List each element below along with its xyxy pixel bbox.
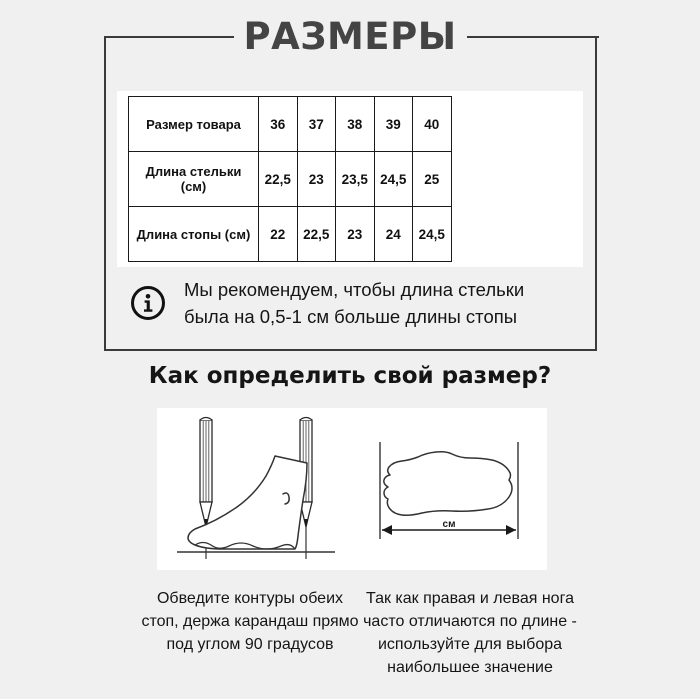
cell-foot-37: 22,5 — [297, 207, 336, 262]
cell-foot-36: 22 — [259, 207, 298, 262]
page-title: РАЗМЕРЫ — [243, 15, 457, 58]
recommendation-block — [130, 276, 580, 330]
caption-left: Обведите контуры обеих стоп, держа карандаш прямо под углом 90 градусов — [141, 590, 359, 653]
cell-foot-39: 24 — [374, 207, 413, 262]
foot-outline-measure-diagram — [352, 408, 547, 570]
cell-insole-38: 23,5 — [336, 152, 375, 207]
recommendation-line-1: Мы рекомендуем, чтобы длина стельки — [184, 279, 525, 300]
cell-insole-40: 25 — [413, 152, 452, 207]
table-row — [129, 97, 452, 152]
cell-size-36: 36 — [259, 97, 298, 152]
row-label-insole-length: Длина стельки (см) — [129, 152, 259, 207]
diagram-captions — [140, 587, 580, 679]
cell-size-37: 37 — [297, 97, 336, 152]
cell-insole-37: 23 — [297, 152, 336, 207]
caption-right: Так как правая и левая нога часто отличаются по длине - используйте для выбора наибольшее значение — [363, 590, 577, 676]
foot-outline-shape — [384, 452, 512, 516]
diagram-band — [157, 408, 547, 570]
size-table — [128, 96, 452, 262]
row-label-foot-length: Длина стопы (см) — [129, 207, 259, 262]
cell-insole-39: 24,5 — [374, 152, 413, 207]
cell-size-39: 39 — [374, 97, 413, 152]
foot-side-view-with-pencils-diagram — [157, 408, 352, 570]
how-to-subtitle: Как определить свой размер? — [148, 363, 552, 389]
unit-label-cm: см — [442, 519, 456, 530]
table-row — [129, 152, 452, 207]
cell-foot-40: 24,5 — [413, 207, 452, 262]
row-label-product-size: Размер товара — [129, 97, 259, 152]
recommendation-text — [184, 276, 524, 330]
table-row — [129, 207, 452, 262]
recommendation-line-2: была на 0,5-1 см больше длины стопы — [184, 306, 518, 327]
info-circle-icon — [130, 285, 166, 321]
cell-insole-36: 22,5 — [259, 152, 298, 207]
cell-size-40: 40 — [413, 97, 452, 152]
cell-size-38: 38 — [336, 97, 375, 152]
cell-foot-38: 23 — [336, 207, 375, 262]
